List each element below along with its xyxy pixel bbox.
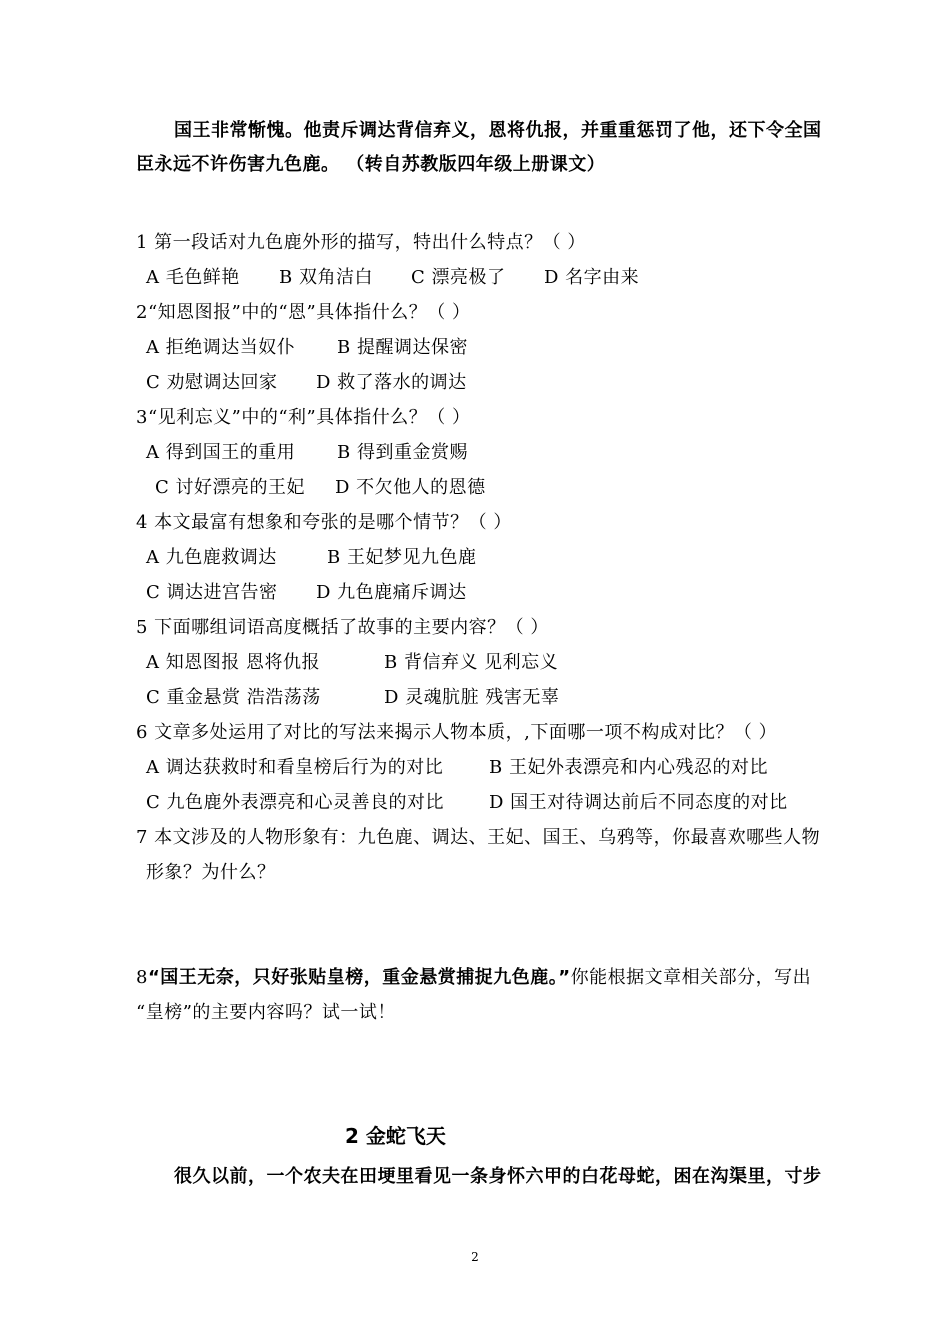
q1-option-d: D 名字由来 [544,267,640,288]
q2-option-c: C 劝慰调达回家 [146,372,278,393]
q6-option-d: D 国王对待调达前后不同态度的对比 [489,792,788,813]
story-2-first-line: 很久以前，一个农夫在田埂里看见一条身怀六甲的白花母蛇，困在沟渠里，寸步 [174,1166,822,1187]
q5-option-a: A 知恩图报 恩将仇报 [146,652,320,673]
question-3-stem: 3“见利忘义”中的“利”具体指什么？（ ） [136,407,471,428]
q3-option-b: B 得到重金赏赐 [337,442,468,463]
q1-option-c: C 漂亮极了 [411,267,506,288]
q4-option-d: D 九色鹿痛斥调达 [316,582,467,603]
q5-option-d: D 灵魂肮脏 残害无辜 [384,687,560,708]
question-8-line-2: “皇榜”的主要内容吗？试一试！ [136,1002,396,1023]
q5-option-b: B 背信弃义 见利忘义 [384,652,559,673]
question-6-stem: 6 文章多处运用了对比的写法来揭示人物本质，,下面哪一项不构成对比？（ ） [136,722,778,743]
q2-option-d: D 救了落水的调达 [316,372,467,393]
q4-option-c: C 调达进宫告密 [146,582,278,603]
q6-option-a: A 调达获救时和看皇榜后行为的对比 [146,757,444,778]
question-1-stem: 1 第一段话对九色鹿外形的描写，特出什么特点？（ ） [136,232,586,253]
q1-option-a: A 毛色鲜艳 [146,267,240,288]
question-7-line-1: 7 本文涉及的人物形象有：九色鹿、调达、王妃、国王、乌鸦等，你最喜欢哪些人物 [136,827,821,848]
q4-option-b: B 王妃梦见九色鹿 [327,547,477,568]
question-8-prompt: 你能根据文章相关部分，写出 [570,967,812,988]
q3-option-d: D 不欠他人的恩德 [335,477,486,498]
q6-option-b: B 王妃外表漂亮和内心残忍的对比 [489,757,768,778]
q5-option-c: C 重金悬赏 浩浩荡荡 [146,687,321,708]
q3-option-a: A 得到国王的重用 [146,442,296,463]
question-8-line-1 [136,963,811,989]
question-2-stem: 2“知恩图报”中的“恩”具体指什么？（ ） [136,302,471,323]
q6-option-c: C 九色鹿外表漂亮和心灵善良的对比 [146,792,444,813]
story-2-title: 2 金蛇飞天 [345,1124,446,1148]
intro-line-2: 臣永远不许伤害九色鹿。 （转自苏教版四年级上册课文） [136,154,606,175]
q3-option-c: C 讨好漂亮的王妃 [155,477,305,498]
q1-option-b: B 双角洁白 [279,267,373,288]
q2-option-a: A 拒绝调达当奴仆 [146,337,296,358]
q2-option-b: B 提醒调达保密 [337,337,468,358]
intro-line-1: 国王非常惭愧。他责斥调达背信弃义，恩将仇报，并重重惩罚了他，还下令全国 [174,120,822,141]
question-8-number: 8 [136,967,148,988]
question-5-stem: 5 下面哪组词语高度概括了故事的主要内容？（ ） [136,617,549,638]
page-number: 2 [471,1250,479,1264]
q4-option-a: A 九色鹿救调达 [146,547,277,568]
question-7-line-2: 形象？为什么？ [146,862,276,883]
question-4-stem: 4 本文最富有想象和夸张的是哪个情节？（ ） [136,512,512,533]
question-8-quote: “国王无奈，只好张贴皇榜，重金悬赏捕捉九色鹿。” [147,967,571,988]
